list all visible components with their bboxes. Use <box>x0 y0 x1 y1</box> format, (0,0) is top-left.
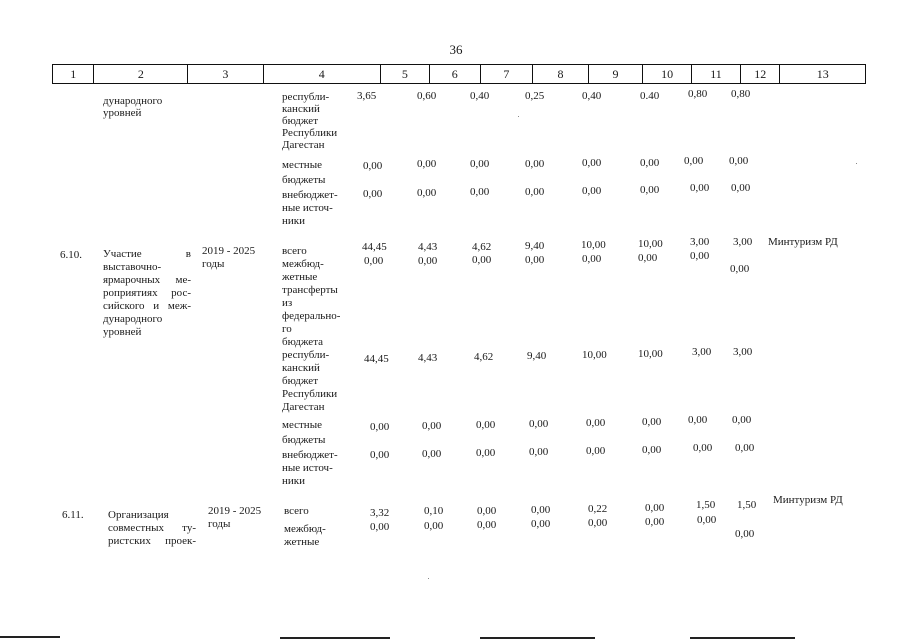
row-610-source-line: всего <box>282 245 307 257</box>
row-610-transfer-value: 0,00 <box>638 252 658 264</box>
row-611-transfer-value: 0,00 <box>645 516 665 528</box>
block-a-rep-value: 0,40 <box>582 90 602 102</box>
row-610-source-line: ные источ- <box>282 462 333 474</box>
row-611-transfer-value: 0,00 <box>697 514 717 526</box>
row-610-total-value: 10,00 <box>581 239 606 251</box>
row-610-source-line: ники <box>282 475 306 487</box>
row-610-source-line: республи- <box>282 349 330 361</box>
row-610-transfer-value: 0,00 <box>364 255 384 267</box>
row-610-total-value: 10,00 <box>638 238 663 250</box>
row-610-name-line: дународного <box>103 313 163 325</box>
row-611-transfer-value: 0,00 <box>424 520 444 532</box>
block-a-extra-value: 0,00 <box>363 188 383 200</box>
row-611-transfer-value: 0,00 <box>370 521 390 533</box>
header-col-13: 13 <box>816 67 829 81</box>
row-610-rep-value: 10,00 <box>582 349 607 361</box>
scan-speck <box>428 578 429 579</box>
row-611-name-line: совместных ту- <box>108 522 196 534</box>
block-a-local-value: 0,00 <box>640 157 660 169</box>
row-610-name-line: сийского и меж- <box>103 300 191 312</box>
block-a-source-line: Республики <box>282 127 338 139</box>
header-col-6: 6 <box>430 65 481 83</box>
row-610-number: 6.10. <box>60 249 82 261</box>
block-a-source-line: бюджеты <box>282 174 326 186</box>
row-611-period-line: 2019 - 2025 <box>208 505 262 517</box>
page-number: 36 <box>449 42 463 57</box>
row-610-period-line: годы <box>202 258 225 270</box>
block-a-extra-value: 0,00 <box>525 186 545 198</box>
row-610-local-value: 0,00 <box>642 416 662 428</box>
block-a-local-value: 0,00 <box>470 158 490 170</box>
row-610-total-value: 3,00 <box>690 236 710 248</box>
row-610-local-value: 0,00 <box>732 414 752 426</box>
header-col-2: 2 <box>94 65 188 83</box>
row-610-total-value: 4,43 <box>418 241 438 253</box>
row-610-source-line: го <box>282 323 292 335</box>
row-610-source-line: бюджета <box>282 336 324 348</box>
row-610-rep-value: 44,45 <box>364 353 389 365</box>
row-610-extra-value: 0,00 <box>693 442 713 454</box>
block-a-rep-value: 0,60 <box>417 90 437 102</box>
row-610-rep-value: 4,62 <box>474 351 494 363</box>
row-611-total-value: 3,32 <box>370 507 390 519</box>
scan-speck <box>518 116 519 117</box>
row-610-source-line: местные <box>282 419 322 431</box>
block-a-extra-value: 0,00 <box>690 182 710 194</box>
row-611-name-line: ристских проек- <box>108 535 196 547</box>
block-a-rep-value: 0,40 <box>470 90 490 102</box>
row-610-total-value: 3,00 <box>733 236 753 248</box>
row-611-source-line: всего <box>284 505 309 517</box>
block-a-rep-value: 0,80 <box>731 88 751 100</box>
row-610-name-line: выставочно- <box>103 261 162 273</box>
row-611-total-value: 1,50 <box>696 499 716 511</box>
header-col-5: 5 <box>381 65 430 83</box>
block-a-source-line: республи- <box>282 91 330 103</box>
row-611-total-value: 0,00 <box>531 504 551 516</box>
header-col-1: 1 <box>53 65 94 83</box>
block-a-rep-value: 0,25 <box>525 90 545 102</box>
row-610-name-line: роприятиях рос- <box>103 287 191 299</box>
row-610-total-value: 44,45 <box>362 241 387 253</box>
row-610-source-line: бюджет <box>282 375 318 387</box>
header-col-3: 3 <box>188 65 263 83</box>
block-a-name-line: дународного <box>103 95 163 107</box>
row-610-total-value: 9,40 <box>525 240 545 252</box>
block-a-local-value: 0,00 <box>363 160 383 172</box>
block-a-source-line: внебюджет- <box>282 189 338 201</box>
row-610-executor: Минтуризм РД <box>768 236 838 248</box>
block-a-rep-value: 3,65 <box>357 90 377 102</box>
row-610-total-value: 4,62 <box>472 241 492 253</box>
row-610-source-line: Дагестан <box>282 401 325 413</box>
row-611-transfer-value: 0,00 <box>531 518 551 530</box>
row-610-source-line: бюджеты <box>282 434 326 446</box>
scan-edge-line <box>0 636 60 638</box>
row-611-total-value: 0,22 <box>588 503 608 515</box>
row-610-source-line: Республики <box>282 388 338 400</box>
row-610-rep-value: 9,40 <box>527 350 547 362</box>
row-610-transfer-value: 0,00 <box>690 250 710 262</box>
row-611-executor: Минтуризм РД <box>773 494 843 506</box>
block-a-source-line: бюджет <box>282 115 318 127</box>
row-610-source-line: межбюд- <box>282 258 324 270</box>
block-a-local-value: 0,00 <box>417 158 437 170</box>
row-610-name-line: ярмарочных ме- <box>103 274 191 286</box>
row-610-source-line: из <box>282 297 293 309</box>
row-610-local-value: 0,00 <box>422 420 442 432</box>
block-a-source-line: Дагестан <box>282 139 325 151</box>
row-610-source-line: внебюджет- <box>282 449 338 461</box>
header-col-10: 10 <box>643 65 692 83</box>
row-610-source-line: федерально- <box>282 310 341 322</box>
row-610-local-value: 0,00 <box>370 421 390 433</box>
block-a-local-value: 0,00 <box>582 157 602 169</box>
row-610-extra-value: 0,00 <box>476 447 496 459</box>
header-col-12: 12 <box>741 65 781 83</box>
row-610-extra-value: 0,00 <box>529 446 549 458</box>
block-a-local-value: 0,00 <box>729 155 749 167</box>
row-611-transfer-value: 0,00 <box>735 528 755 540</box>
row-611-total-value: 0,00 <box>477 505 497 517</box>
row-610-transfer-value: 0,00 <box>582 253 602 265</box>
row-610-local-value: 0,00 <box>688 414 708 426</box>
row-610-rep-value: 10,00 <box>638 348 663 360</box>
header-col-7: 7 <box>481 65 534 83</box>
row-610-extra-value: 0,00 <box>642 444 662 456</box>
scan-edge-line <box>690 637 795 639</box>
table-header-row <box>52 64 866 84</box>
scan-edge-line <box>480 637 595 639</box>
row-611-transfer-value: 0,00 <box>477 519 497 531</box>
block-a-rep-value: 0.40 <box>640 90 660 102</box>
row-610-rep-value: 3,00 <box>733 346 753 358</box>
row-611-number: 6.11. <box>62 509 84 521</box>
row-610-transfer-value: 0,00 <box>525 254 545 266</box>
row-610-source-line: жетные <box>282 271 318 283</box>
row-610-extra-value: 0,00 <box>422 448 442 460</box>
block-a-rep-value: 0,80 <box>688 88 708 100</box>
header-col-9: 9 <box>589 65 644 83</box>
row-610-local-value: 0,00 <box>529 418 549 430</box>
row-610-period-line: 2019 - 2025 <box>202 245 256 257</box>
scan-edge-line <box>280 637 390 639</box>
row-610-rep-value: 3,00 <box>692 346 712 358</box>
block-a-extra-value: 0,00 <box>582 185 602 197</box>
row-610-local-value: 0,00 <box>586 417 606 429</box>
header-col-4: 4 <box>264 65 381 83</box>
row-610-name-line: Участие в <box>103 248 191 260</box>
row-611-total-value: 1,50 <box>737 499 757 511</box>
block-a-extra-value: 0,00 <box>640 184 660 196</box>
block-a-local-value: 0,00 <box>684 155 704 167</box>
row-611-source-line: межбюд- <box>284 523 326 535</box>
row-610-transfer-value: 0,00 <box>418 255 438 267</box>
scan-speck <box>856 163 857 164</box>
row-610-local-value: 0,00 <box>476 419 496 431</box>
row-610-extra-value: 0,00 <box>370 449 390 461</box>
row-611-name-line: Организация <box>108 509 169 521</box>
row-611-transfer-value: 0,00 <box>588 517 608 529</box>
block-a-source-line: ные источ- <box>282 202 333 214</box>
block-a-source-line: канский <box>282 103 320 115</box>
row-610-extra-value: 0,00 <box>735 442 755 454</box>
row-611-total-value: 0,10 <box>424 505 444 517</box>
block-a-extra-value: 0,00 <box>417 187 437 199</box>
row-610-name-line: уровней <box>103 326 142 338</box>
header-col-11: 11 <box>692 65 741 83</box>
block-a-source-line: ники <box>282 215 306 227</box>
block-a-source-line: местные <box>282 159 322 171</box>
block-a-local-value: 0,00 <box>525 158 545 170</box>
row-611-period-line: годы <box>208 518 231 530</box>
row-610-transfer-value: 0,00 <box>730 263 750 275</box>
row-610-source-line: канский <box>282 362 320 374</box>
block-a-name-line: уровней <box>103 107 142 119</box>
block-a-extra-value: 0,00 <box>731 182 751 194</box>
row-610-transfer-value: 0,00 <box>472 254 492 266</box>
row-610-source-line: трансферты <box>282 284 338 296</box>
block-a-extra-value: 0,00 <box>470 186 490 198</box>
row-611-source-line: жетные <box>284 536 320 548</box>
row-610-extra-value: 0,00 <box>586 445 606 457</box>
header-col-8: 8 <box>533 65 588 83</box>
row-611-total-value: 0,00 <box>645 502 665 514</box>
row-610-rep-value: 4,43 <box>418 352 438 364</box>
